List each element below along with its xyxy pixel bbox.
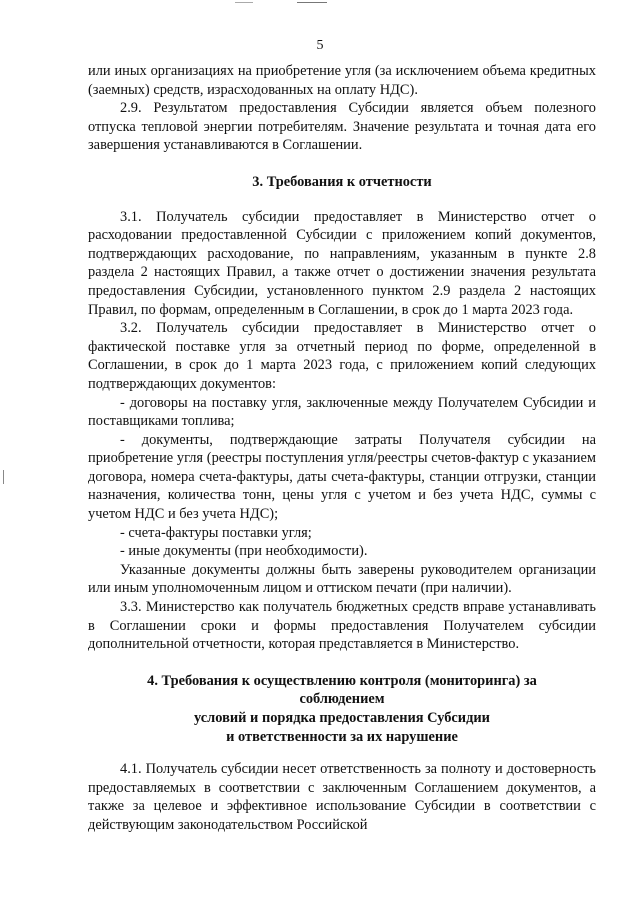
- document-body: [88, 62, 596, 835]
- section-heading-line: 4. Требования к осуществлению контроля (мониторинга) за: [147, 672, 537, 689]
- paragraph: 2.9. Результатом предоставления Субсидии является объем полезного отпуска тепловой энергии потребителям. Значение результата и точная дата его завершения устанавливаются в Соглашении.: [88, 100, 596, 154]
- paragraph: 3.2. Получатель субсидии предоставляет в Министерство отчет о фактической поставке угля за отчетный период по форме, определенной в Соглашении, в срок до 1 марта 2023 года, с приложением копий следующих подтверждающих документов:: [88, 320, 596, 392]
- paragraph: 3.3. Министерство как получатель бюджетных средств вправе устанавливать в Соглашении сроки и формы предоставления Получателем субсидии дополнительной отчетности, которая представляется в Министерство.: [88, 599, 596, 653]
- scan-artifact-line: [297, 2, 327, 3]
- section-heading: [88, 672, 596, 746]
- section-heading-line: соблюдением: [299, 691, 385, 708]
- list-item: - счета-фактуры поставки угля;: [120, 524, 312, 541]
- paragraph: или иных организациях на приобретение угля (за исключением объема кредитных (заемных) средств, израсходованных на оплату НДС).: [88, 63, 596, 98]
- paragraph: 4.1. Получатель субсидии несет ответственность за полноту и достоверность предоставляемых в соответствии с заключенным Соглашением документов, а также за целевое и эффективное использование Субсидии в соответствии с действующим законодательством Российской: [88, 761, 596, 833]
- list-item: - документы, подтверждающие затраты Получателя субсидии на приобретение угля (реестры поступления угля/реестры счетов-фактур с указанием договора, номера счета-фактуры, даты счета-фактуры, станции отгрузки, станции назначения, количества тонн, цены угля с учетом и без учета НДС, суммы с учетом НДС и без учета НДС);: [88, 431, 596, 523]
- section-heading-line: условий и порядка предоставления Субсидии: [194, 710, 490, 726]
- section-heading-line: и ответственности за их нарушение: [226, 728, 458, 745]
- paragraph: 3.1. Получатель субсидии предоставляет в Министерство отчет о расходовании предоставленной Субсидии с приложением копий документов, подтверждающих расходование, по направлениям, указанным в пункте 2.8 раздела 2 настоящих Правил, а также отчет о достижении значения результата предоставления Субсидии, установленного пунктом 2.9 раздела 2 настоящих Правил, по формам, определенным в Соглашении, в срок до 1 марта 2023 года.: [88, 208, 596, 318]
- scan-artifact-line: [235, 2, 253, 3]
- list-item: - иные документы (при необходимости).: [120, 543, 368, 560]
- scan-artifact-tick: [3, 470, 4, 484]
- paragraph: Указанные документы должны быть заверены руководителем организации или иным уполномоченным лицом и оттиском печати (при наличии).: [88, 561, 596, 597]
- page-number: 5: [316, 38, 324, 53]
- list-item: - договоры на поставку угля, заключенные между Получателем Субсидии и поставщиками топлива;: [88, 394, 596, 430]
- section-heading: 3. Требования к отчетности: [252, 173, 432, 190]
